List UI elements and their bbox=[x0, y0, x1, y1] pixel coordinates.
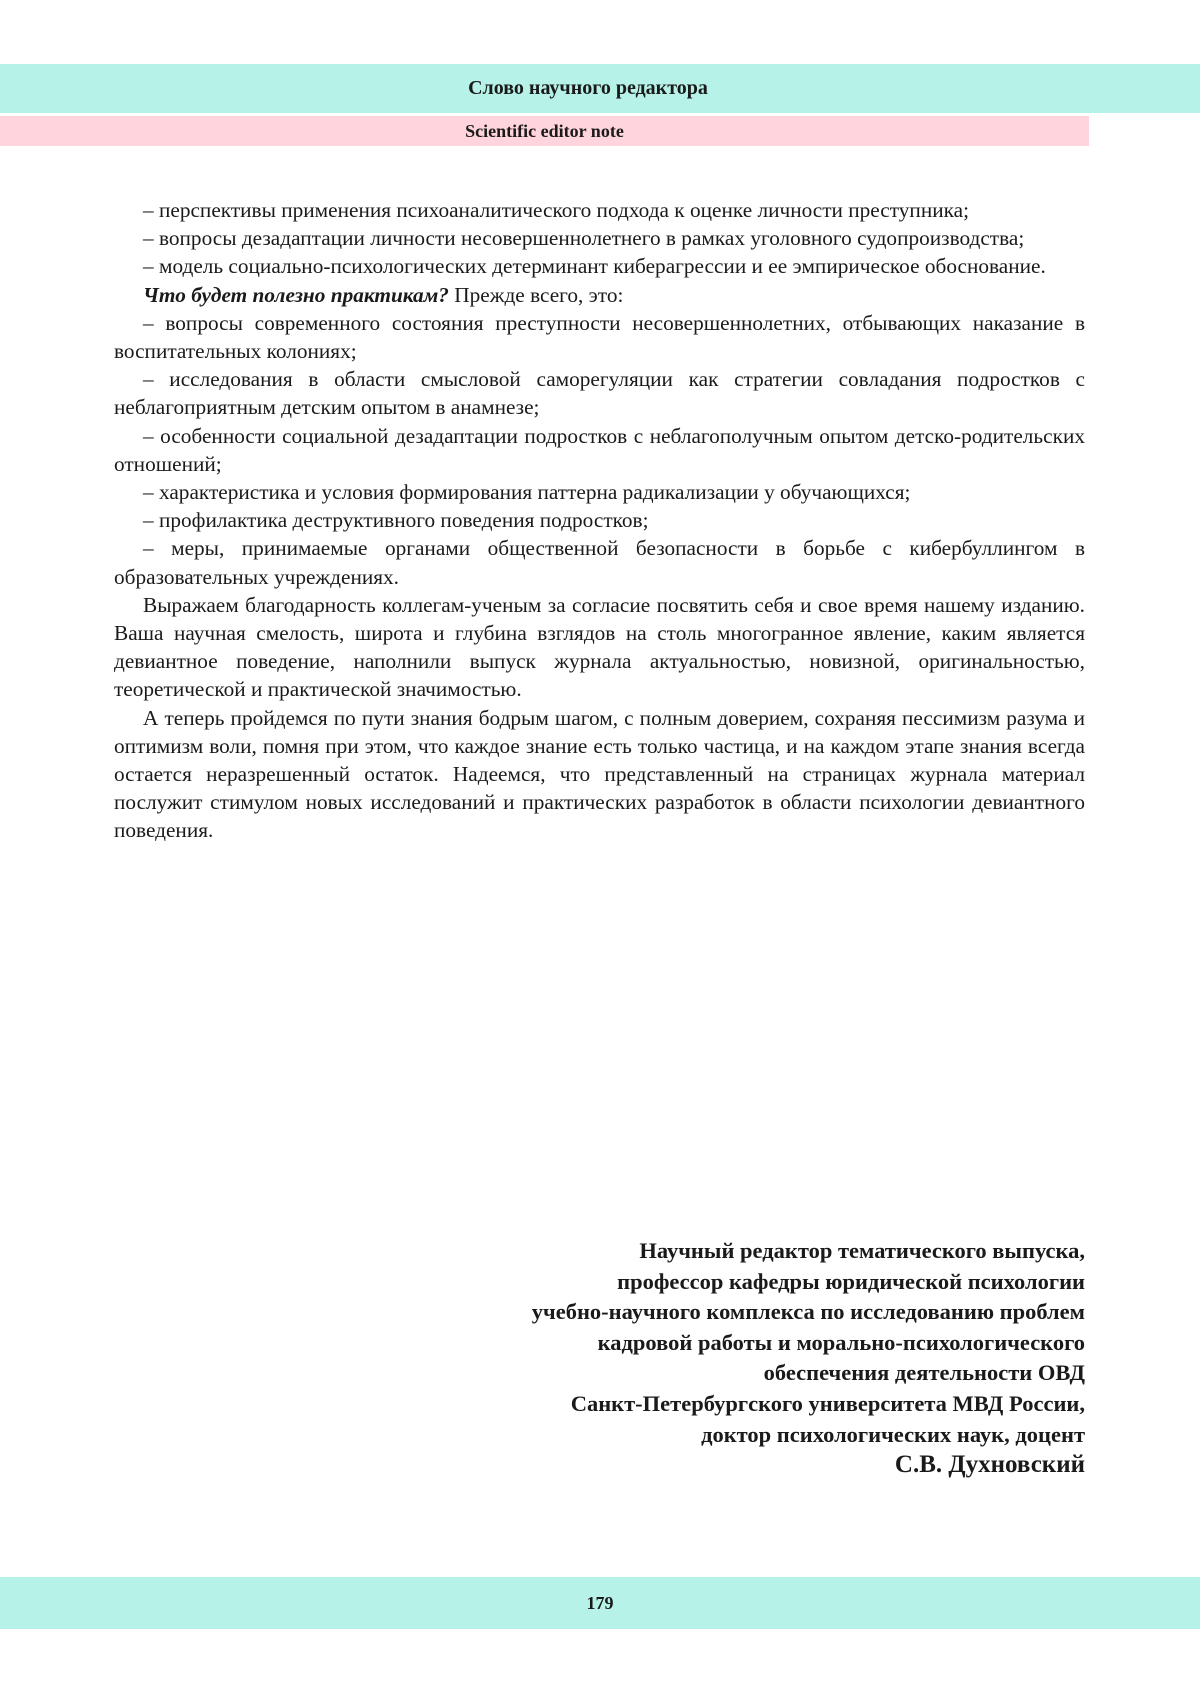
signature-line: кадровой работы и морально-психологического bbox=[597, 1329, 1085, 1355]
running-header-title: Слово научного редактора bbox=[468, 77, 708, 99]
paragraph: – особенности социальной дезадаптации подростков с неблагополучным опытом детско-родительских отношений; bbox=[114, 423, 1085, 476]
paragraph: – вопросы дезадаптации личности несовершеннолетнего в рамках уголовного судопроизводства; bbox=[143, 226, 1025, 251]
paragraph: – характеристика и условия формирования паттерна радикализации у обучающихся; bbox=[143, 480, 911, 505]
editor-name: С.В. Духновский bbox=[894, 1451, 1085, 1479]
paragraph-practitioners bbox=[114, 281, 1085, 309]
running-header-band bbox=[0, 64, 1200, 113]
paragraph: Выражаем благодарность коллегам-ученым за согласие посвятить себя и свое время нашему изданию. Ваша научная смелость, широта и глубина взглядов на столь многогранное явление, каким является девиантное поведение, наполнили выпуск журнала актуальностью, новизной, оригинальностью, теоретической и практической значимостью. bbox=[114, 592, 1085, 702]
paragraph: – профилактика деструктивного поведения подростков; bbox=[143, 508, 649, 533]
running-subheader-title: Scientific editor note bbox=[465, 120, 624, 141]
editor-signature bbox=[532, 1236, 1085, 1480]
paragraph: А теперь пройдемся по пути знания бодрым шагом, с полным доверием, сохраняя пессимизм разума и оптимизм воли, помня при этом, что каждое знание есть только частица, и на каждом этапе знания всегда остается неразрешенный остаток. Надеемся, что представленный на страницах журнала материал послужит стимулом новых исследований и практических разработок в области психологии девиантного поведения. bbox=[114, 705, 1085, 843]
signature-line: обеспечения деятельности ОВД bbox=[763, 1360, 1085, 1386]
paragraph: – исследования в области смысловой саморегуляции как стратегии совладания подростков с неблагоприятным детским опытом в анамнезе; bbox=[114, 367, 1085, 420]
signature-line: Санкт-Петербургского университета МВД России, bbox=[570, 1390, 1085, 1416]
paragraph: – перспективы применения психоаналитического подхода к оценке личности преступника; bbox=[143, 198, 970, 222]
running-subheader-band bbox=[0, 116, 1089, 146]
signature-line: доктор психологических наук, доцент bbox=[701, 1421, 1085, 1447]
signature-line: учебно-научного комплекса по исследованию проблем bbox=[531, 1299, 1085, 1325]
paragraph: – меры, принимаемые органами общественной безопасности в борьбе с кибербуллингом в образовательных учреждениях. bbox=[114, 536, 1085, 589]
page-footer-band bbox=[0, 1577, 1200, 1629]
signature-line: профессор кафедры юридической психологии bbox=[617, 1268, 1085, 1294]
paragraph-practitioners-text: Прежде всего, это: bbox=[454, 282, 624, 307]
lead-question: Что будет полезно практикам? bbox=[143, 282, 449, 307]
paragraph: – модель социально-психологических детерминант киберагрессии и ее эмпирическое обоснование. bbox=[143, 254, 1046, 279]
page-number: 179 bbox=[586, 1592, 614, 1613]
signature-line: Научный редактор тематического выпуска, bbox=[639, 1238, 1085, 1263]
paragraph: – вопросы современного состояния преступности несовершеннолетних, отбывающих наказание в воспитательных колониях; bbox=[114, 310, 1085, 364]
body-text bbox=[114, 196, 1085, 845]
